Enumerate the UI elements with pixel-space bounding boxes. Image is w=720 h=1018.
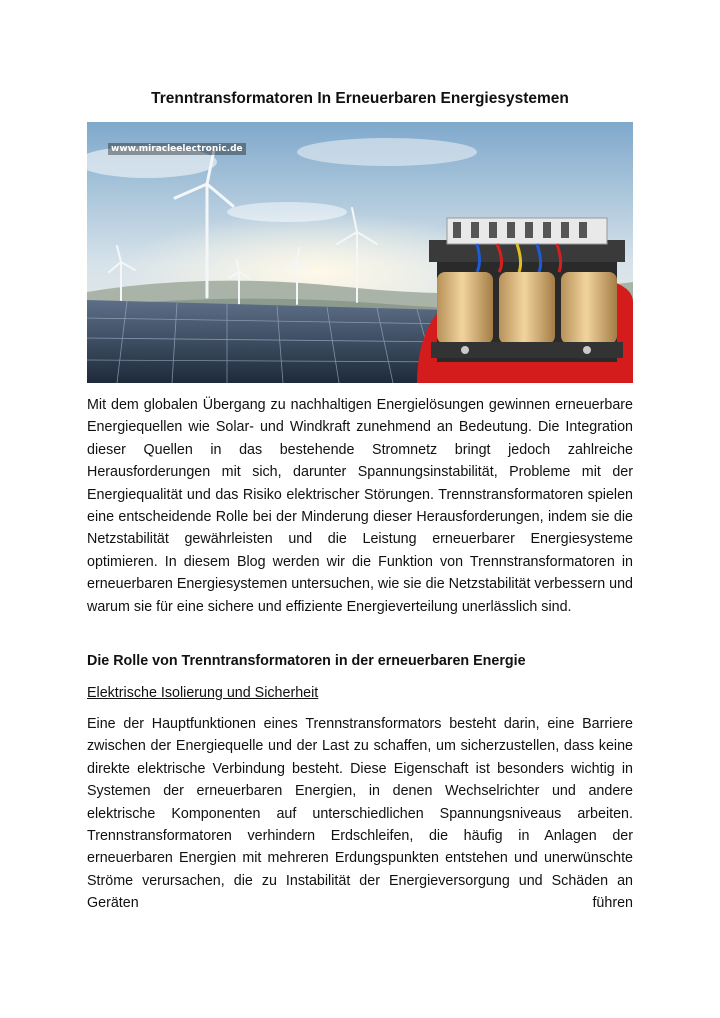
document-title: Trenntransformatoren In Erneuerbaren Energiesystemen <box>151 90 569 107</box>
hero-image <box>87 122 633 383</box>
section-heading: Die Rolle von Trenntransformatoren in der erneuerbaren Energie <box>87 653 526 669</box>
intro-paragraph: Mit dem globalen Übergang zu nachhaltigen Energielösungen gewinnen erneuerbare Energiequellen wie Solar- und Windkraft zunehmend an Bedeutung. Die Integration dieser Quellen in das bestehende Stromnetz bringt jedoch zahlreiche Herausforderungen mit sich, darunter Spannungsinstabilität, Probleme mit der Energiequalität und das Risiko elektrischer Störungen. Trennstransformatoren spielen eine entscheidende Rolle bei der Minderung dieser Herausforderungen, indem sie die Netzstabilität gewährleisten und die Leistung erneuerbarer Energiesysteme optimieren. In diesem Blog werden wir die Funktion von Trennstransformatoren in erneuerbaren Energiesystemen untersuchen, wie sie die Netzstabilität verbessern und warum sie für eine sichere und effiziente Energieverteilung unerlässlich sind. <box>87 397 633 615</box>
watermark-label: www.miracleelectronic.de <box>108 143 246 155</box>
body-paragraph: Eine der Hauptfunktionen eines Trennstransformators besteht darin, eine Barriere zwischen der Energiequelle und der Last zu schaffen, um sicherzustellen, dass keine direkte elektrische Verbindung besteht. Diese Eigenschaft ist besonders wichtig in Systemen der erneuerbaren Energien, in denen Wechselrichter und andere elektrische Komponenten auf unterschiedlichen Spannungsniveaus arbeiten. Trennstransformatoren verhindern Erdschleifen, die häufig in Anlagen der erneuerbaren Energien mit mehreren Erdungspunkten entstehen und unerwünschte Ströme verursachen, die zu Instabilität der Energieversorgung und Schäden an Geräten führen <box>87 716 633 912</box>
subsection-heading: Elektrische Isolierung und Sicherheit <box>87 685 319 701</box>
